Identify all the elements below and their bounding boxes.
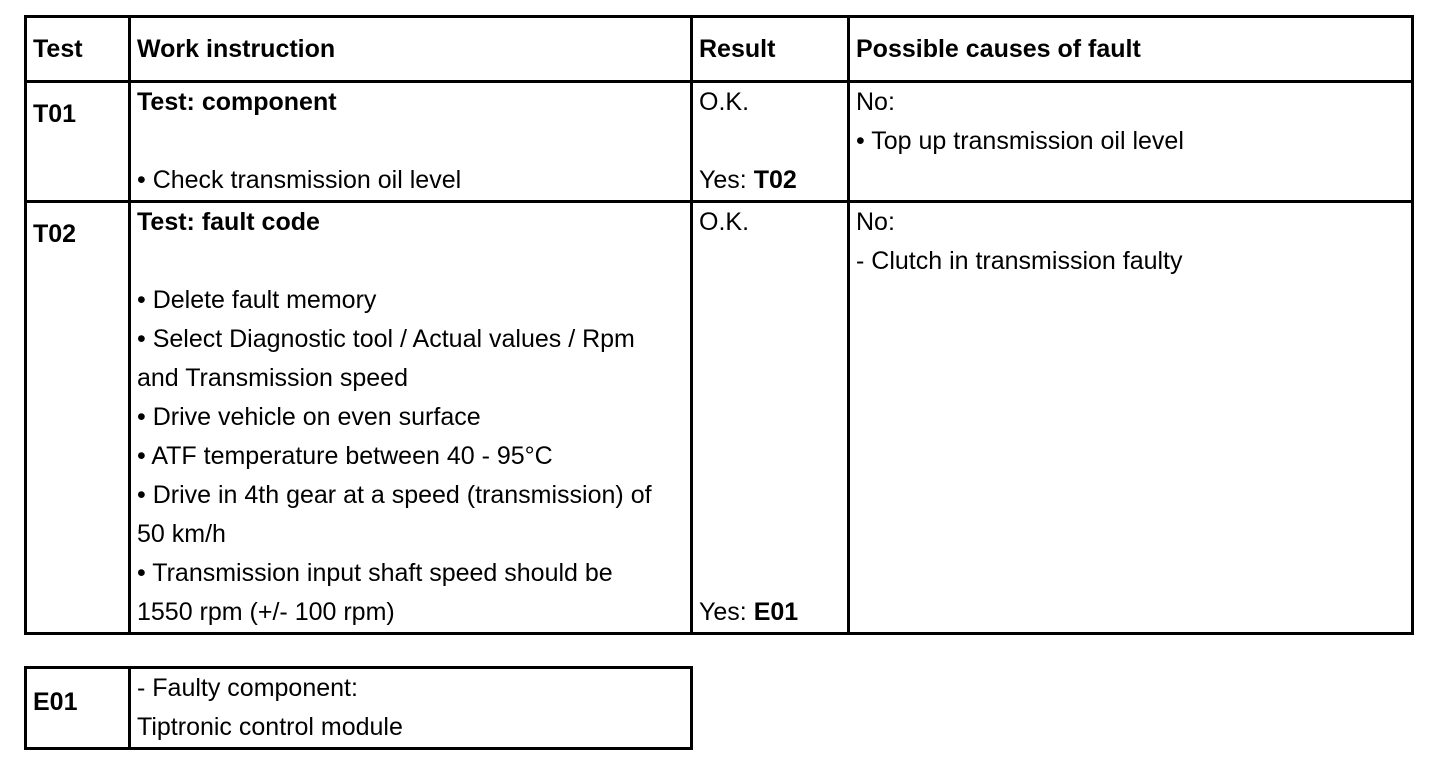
result-cell [692, 202, 849, 634]
possible-causes-cell [849, 82, 1413, 202]
instruction-step: • Select Diagnostic tool / Actual values / Rpm and Transmission speed [137, 325, 635, 392]
end-result-table [24, 666, 693, 750]
cause-item: - Clutch in transmission faulty [856, 247, 1183, 275]
end-result-id: E01 [33, 688, 78, 716]
result-ok: O.K. [699, 208, 750, 236]
end-result-line1: - Faulty component: [137, 674, 358, 702]
instruction-step: • Drive vehicle on even surface [137, 403, 481, 431]
result-yes-label: Yes: [699, 598, 754, 626]
result-yes [699, 161, 797, 200]
possible-causes-cell [849, 202, 1413, 634]
work-instruction-cell [130, 82, 692, 202]
end-result-text-cell [130, 668, 692, 749]
test-id-cell [26, 202, 130, 634]
table-row-t01 [26, 82, 1413, 202]
instruction-step: • ATF temperature between 40 - 95°C [137, 442, 553, 470]
causes-no-label: No: [856, 208, 895, 236]
causes-no-label: No: [856, 88, 895, 116]
header-test: Test [26, 17, 130, 82]
header-possible-causes: Possible causes of fault [849, 17, 1413, 82]
test-title: Test: component [137, 88, 337, 116]
instruction-step: • Drive in 4th gear at a speed (transmission) of 50 km/h [137, 481, 652, 548]
result-yes-target: T02 [753, 166, 797, 194]
result-yes-label: Yes: [699, 166, 754, 194]
instruction-step: • Transmission input shaft speed should be 1550 rpm (+/- 100 rpm) [137, 559, 613, 626]
diagnostic-table [24, 15, 1414, 635]
header-work-instruction: Work instruction [130, 17, 692, 82]
test-title: Test: fault code [137, 208, 320, 236]
instruction-step: • Check transmission oil level [137, 166, 462, 194]
test-id: T02 [33, 220, 77, 248]
test-id: T01 [33, 100, 77, 128]
result-cell [692, 82, 849, 202]
end-result-line2: Tiptronic control module [137, 713, 403, 741]
end-result-row [26, 668, 692, 749]
result-ok: O.K. [699, 88, 750, 116]
header-result: Result [692, 17, 849, 82]
result-yes [699, 593, 798, 632]
end-result-id-cell [26, 668, 130, 749]
instruction-step: • Delete fault memory [137, 286, 377, 314]
table-row-t02 [26, 202, 1413, 634]
result-yes-target: E01 [753, 598, 799, 626]
test-id-cell [26, 82, 130, 202]
work-instruction-cell [130, 202, 692, 634]
table-header-row [26, 17, 1413, 82]
cause-item: • Top up transmission oil level [856, 127, 1184, 155]
